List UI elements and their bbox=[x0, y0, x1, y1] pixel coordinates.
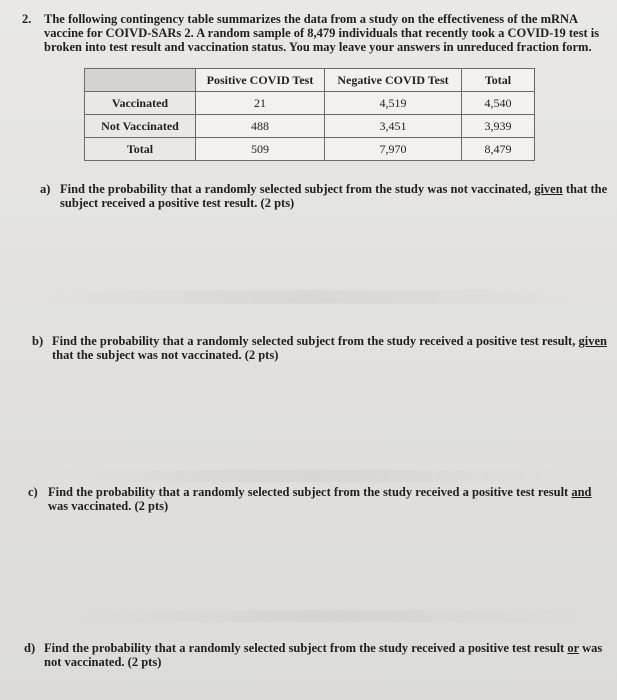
part-c-label: c) bbox=[28, 485, 38, 499]
header-negative: Negative COVID Test bbox=[325, 69, 462, 92]
part-d-label: d) bbox=[24, 641, 36, 655]
part-b-pre: Find the probability that a randomly selected subject from the study received a positive test result, bbox=[52, 334, 576, 348]
cell-notvacc-negative: 3,451 bbox=[325, 115, 462, 138]
part-c bbox=[28, 485, 608, 515]
table-row bbox=[85, 115, 535, 138]
contingency-table bbox=[84, 68, 535, 161]
part-d-post: was not vaccinated. (2 pts) bbox=[44, 641, 603, 669]
part-a-text bbox=[60, 182, 608, 210]
part-a-post: that the subject received a positive test result. (2 pts) bbox=[60, 182, 608, 210]
table-header-row bbox=[85, 69, 535, 92]
header-total: Total bbox=[462, 69, 535, 92]
cell-total-negative: 7,970 bbox=[325, 138, 462, 161]
part-d-key: or bbox=[567, 641, 579, 655]
cell-vaccinated-negative: 4,519 bbox=[325, 92, 462, 115]
part-d bbox=[24, 641, 609, 671]
part-b-label: b) bbox=[32, 334, 44, 348]
question-intro: The following contingency table summarizes the data from a study on the effectiveness of the mRNA vaccine for COIVD-SARs 2. A random sample of 8,479 individuals that recently took a COVID-19 test is broken into test result and vaccination status. You may leave your answers in unreduced fraction form. bbox=[44, 12, 600, 54]
cell-notvacc-total: 3,939 bbox=[462, 115, 535, 138]
row-label-vaccinated: Vaccinated bbox=[85, 92, 196, 115]
cell-vaccinated-positive: 21 bbox=[196, 92, 325, 115]
cell-vaccinated-total: 4,540 bbox=[462, 92, 535, 115]
part-d-text bbox=[44, 641, 609, 669]
table-row bbox=[85, 92, 535, 115]
bleed-through-mark bbox=[60, 470, 560, 482]
bleed-through-mark bbox=[40, 290, 580, 304]
part-a bbox=[40, 182, 610, 212]
part-a-pre: Find the probability that a randomly selected subject from the study was not vaccinated, bbox=[60, 182, 532, 196]
cell-total-positive: 509 bbox=[196, 138, 325, 161]
part-b-post: that the subject was not vaccinated. (2 pts) bbox=[52, 348, 279, 362]
part-c-key: and bbox=[571, 485, 592, 499]
part-c-text bbox=[48, 485, 608, 513]
row-label-not-vaccinated: Not Vaccinated bbox=[85, 115, 196, 138]
header-positive: Positive COVID Test bbox=[196, 69, 325, 92]
cell-notvacc-positive: 488 bbox=[196, 115, 325, 138]
row-label-total: Total bbox=[85, 138, 196, 161]
part-b bbox=[32, 334, 612, 364]
part-d-pre: Find the probability that a randomly selected subject from the study received a positive test result bbox=[44, 641, 565, 655]
bleed-through-mark bbox=[70, 610, 590, 622]
part-c-post: was vaccinated. (2 pts) bbox=[48, 499, 169, 513]
part-a-label: a) bbox=[40, 182, 51, 196]
part-b-text bbox=[52, 334, 610, 362]
question-number: 2. bbox=[22, 12, 32, 26]
table-corner-cell bbox=[85, 69, 196, 92]
cell-total-total: 8,479 bbox=[462, 138, 535, 161]
part-a-key: given bbox=[534, 182, 563, 196]
part-b-key: given bbox=[578, 334, 607, 348]
part-c-pre: Find the probability that a randomly selected subject from the study received a positive test result bbox=[48, 485, 569, 499]
table-row bbox=[85, 138, 535, 161]
